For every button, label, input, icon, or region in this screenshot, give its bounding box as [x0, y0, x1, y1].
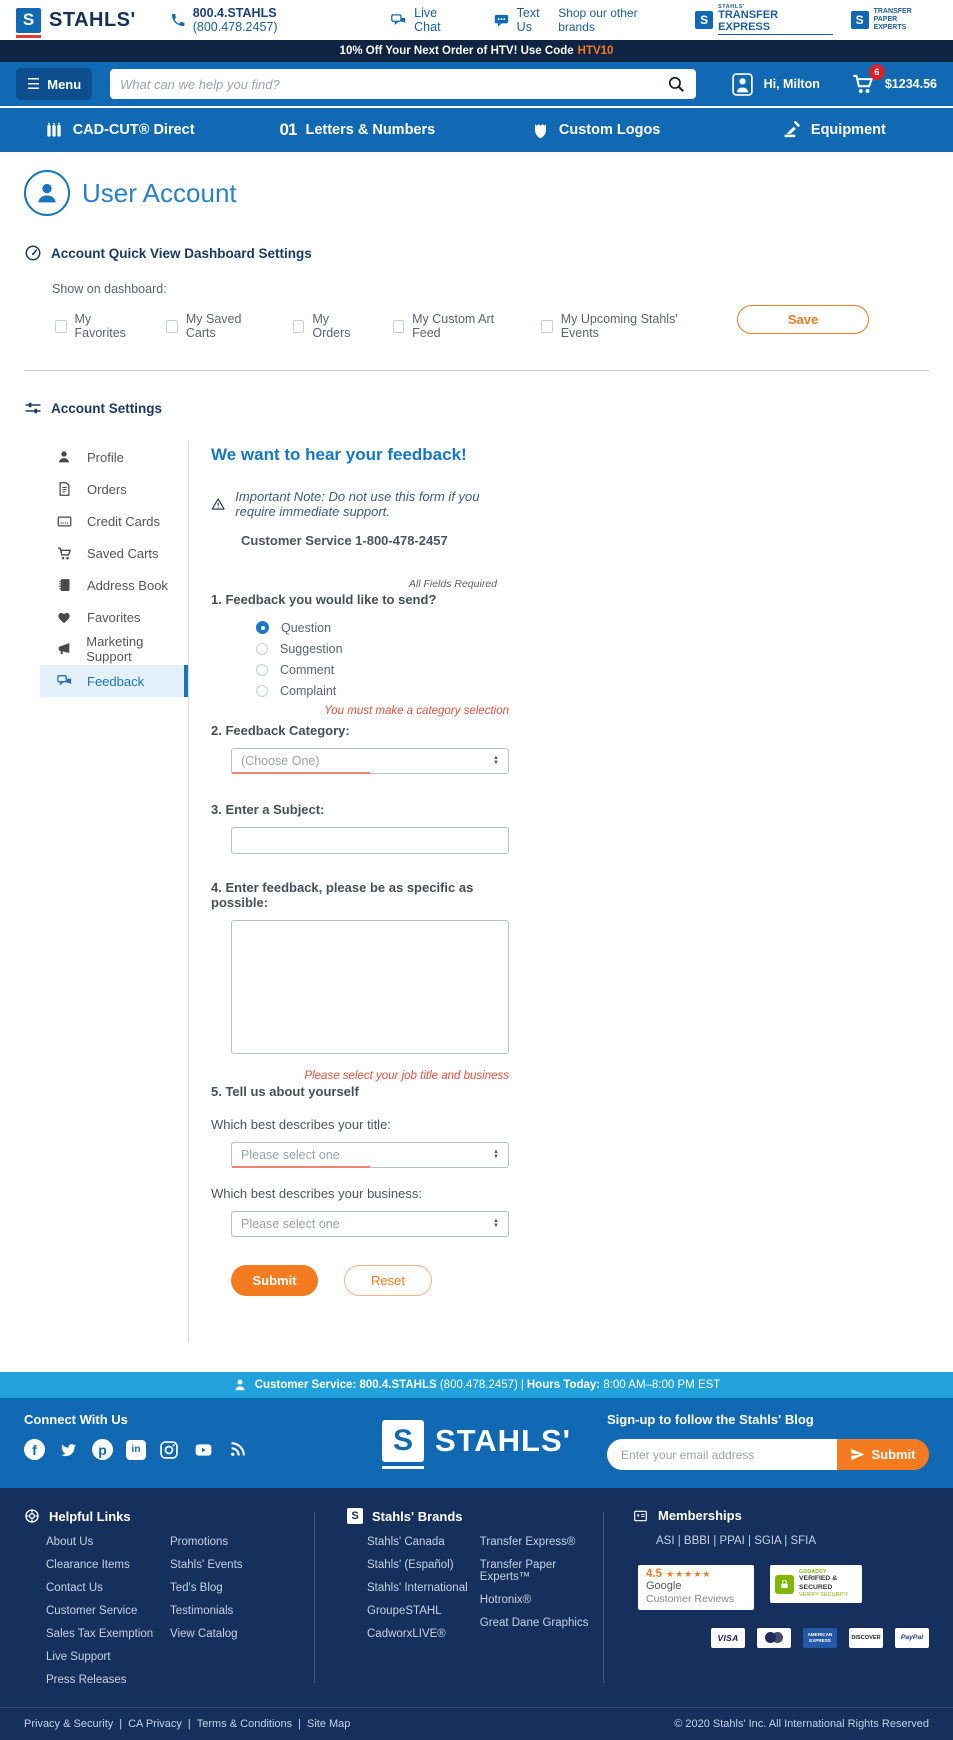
job-title-error-text: Please select your job title and business	[304, 1070, 509, 1082]
radio-icon[interactable]	[256, 664, 268, 676]
checkbox-my-favorites[interactable]: My Favorites	[55, 312, 136, 340]
google-reviews-badge[interactable]: 4.5 ★★★★★ Google Customer Reviews	[638, 1565, 754, 1610]
godaddy-verified-badge[interactable]: GODADDY VERIFIED & SECURED VERIFY SECURITY	[770, 1565, 862, 1603]
sliders-icon	[24, 399, 42, 417]
footer-link[interactable]: Testimonials	[170, 1605, 234, 1617]
service-phone-bold: 800.4.STAHLS	[359, 1379, 437, 1391]
promo-code: HTV10	[577, 45, 614, 57]
footer-link[interactable]: CadworxLIVE®	[367, 1628, 446, 1640]
q3-label: 3. Enter a Subject:	[211, 802, 325, 817]
transfer-express-logo[interactable]	[695, 5, 832, 36]
radio-suggestion[interactable]: Suggestion	[256, 638, 509, 659]
rss-icon[interactable]	[228, 1440, 247, 1459]
settings-columns	[24, 441, 929, 1342]
helpful-links-col2	[170, 1536, 243, 1697]
heart-icon	[55, 610, 73, 625]
orders-icon	[55, 481, 73, 497]
submit-button[interactable]: Submit	[231, 1265, 318, 1296]
checkbox-icon[interactable]	[166, 320, 178, 333]
radio-comment[interactable]: Comment	[256, 659, 509, 680]
connect-band	[0, 1398, 953, 1488]
nav-custom-logos-label: Custom Logos	[558, 122, 661, 138]
warning-icon	[211, 494, 225, 514]
signup-pill	[607, 1439, 929, 1470]
crest-icon	[531, 121, 550, 140]
credit-card-icon	[55, 514, 73, 529]
helpful-links-header: Helpful Links	[24, 1508, 314, 1524]
brand-name: STAHLS'	[49, 8, 136, 31]
checkbox-my-orders[interactable]: My Orders	[293, 312, 363, 340]
footer-link[interactable]: Stahls' Events	[170, 1559, 243, 1571]
cart-total: $1234.56	[884, 77, 937, 91]
twitter-icon[interactable]	[58, 1441, 79, 1459]
other-brands	[558, 5, 937, 36]
footer-link[interactable]: Contact Us	[46, 1582, 103, 1594]
discover-icon: DISCOVER	[849, 1628, 883, 1648]
gauge-icon	[24, 244, 42, 262]
stahls-logo[interactable]	[16, 8, 136, 33]
transfer-paper-s-icon: S	[851, 11, 869, 29]
sidebar-item-marketing-support[interactable]: Marketing Support	[40, 633, 188, 665]
section-divider	[24, 370, 929, 371]
show-on-dashboard-label: Show on dashboard:	[52, 282, 167, 296]
hours-label: Hours Today:	[526, 1379, 601, 1391]
helpful-links-group	[24, 1508, 314, 1697]
sidebar-item-favorites[interactable]: Favorites	[40, 601, 188, 633]
checkbox-my-upcoming-events[interactable]: My Upcoming Stahls' Events	[541, 312, 699, 340]
phone-link[interactable]	[170, 6, 364, 34]
text-us-label: Text Us	[516, 6, 540, 34]
important-note-text: Important Note: Do not use this form if you require immediate support.	[235, 489, 480, 519]
customer-service-bar: Customer Service: 800.4.STAHLS (800.478.2457) | Hours Today: 8:00 AM–8:00 PM EST	[0, 1372, 953, 1398]
footer-link[interactable]: Ted's Blog	[170, 1582, 223, 1594]
customer-service-line: Customer Service 1-800-478-2457	[241, 533, 448, 548]
feedback-category-select[interactable]	[231, 748, 509, 774]
checkbox-my-custom-art-feed[interactable]: My Custom Art Feed	[393, 312, 512, 340]
dashboard-settings-header	[24, 244, 929, 262]
footer-link[interactable]: Stahls' (Español)	[367, 1559, 454, 1571]
checkbox-icon[interactable]	[55, 320, 67, 333]
title-select-value: Please select one	[241, 1148, 340, 1162]
account-settings-header	[24, 399, 929, 417]
radio-selected-icon[interactable]	[256, 621, 269, 634]
menu-button[interactable]	[16, 68, 92, 100]
megaphone-icon	[55, 641, 72, 657]
footer-link[interactable]: Clearance Items	[46, 1559, 130, 1571]
sidebar-item-orders[interactable]: Orders	[40, 473, 188, 505]
menu-bar	[0, 62, 953, 106]
membership-card-icon	[632, 1509, 649, 1523]
radio-icon[interactable]	[256, 685, 268, 697]
sidebar-item-address-book[interactable]: Address Book	[40, 569, 188, 601]
email-input[interactable]	[607, 1439, 837, 1470]
reset-button[interactable]: Reset	[344, 1265, 432, 1296]
radio-question[interactable]: Question	[256, 617, 509, 638]
select-arrows-icon: ▲ ▼	[493, 1149, 499, 1160]
page-title: User Account	[82, 177, 237, 208]
footer	[0, 1372, 953, 1740]
form-heading: We want to hear your feedback!	[211, 445, 467, 464]
promo-text: 10% Off Your Next Order of HTV! Use Code	[339, 45, 574, 57]
account-settings-heading: Account Settings	[51, 400, 163, 416]
business-select-value: Please select one	[241, 1217, 340, 1231]
phone-number-bold: 800.4.STAHLS	[192, 6, 277, 20]
legal-bar	[0, 1707, 953, 1740]
shop-brands-label[interactable]: Shop our other brands	[558, 5, 638, 34]
feedback-form	[189, 441, 929, 1342]
main-content	[0, 152, 953, 1372]
q5-label: 5. Tell us about yourself	[211, 1084, 359, 1099]
feedback-type-radio-group	[256, 617, 509, 701]
dashboard-settings-section	[24, 244, 929, 340]
phone-number-paren: (800.478.2457)	[192, 20, 278, 34]
select-arrows-icon: ▲ ▼	[493, 1218, 499, 1229]
live-chat-label: Live Chat	[414, 6, 441, 34]
q2-label: 2. Feedback Category:	[211, 723, 350, 738]
vinyl-rolls-icon	[44, 120, 64, 140]
connect-heading: Connect With Us	[24, 1412, 128, 1427]
footer-link[interactable]: Hotronix®	[479, 1594, 532, 1606]
star-icons: ★★★★★	[666, 1569, 712, 1579]
search-icon[interactable]	[667, 75, 686, 94]
instagram-icon[interactable]	[159, 1440, 179, 1460]
radio-icon[interactable]	[256, 643, 268, 655]
memberships-header: Memberships	[632, 1508, 929, 1523]
sidebar-item-saved-carts[interactable]: Saved Carts	[40, 537, 188, 569]
checkbox-my-saved-carts[interactable]: My Saved Carts	[166, 312, 263, 340]
checkbox-icon[interactable]	[541, 320, 553, 333]
helpful-links-col1	[46, 1536, 170, 1697]
transfer-express-s-icon: S	[695, 11, 713, 29]
q4-label: 4. Enter feedback, please be as specific as possible:	[211, 880, 474, 910]
privacy-security-link[interactable]: Privacy & Security	[24, 1718, 114, 1730]
google-rating: 4.5	[646, 1568, 662, 1580]
paypal-icon: PayPal	[895, 1628, 929, 1648]
hours-value: 8:00 AM–8:00 PM EST	[603, 1379, 721, 1391]
account-settings-section	[24, 399, 929, 1342]
save-button[interactable]: Save	[737, 305, 869, 334]
heat-press-icon	[782, 120, 802, 140]
cart-count-badge: 6	[869, 64, 885, 80]
connect-with-us	[24, 1412, 247, 1460]
promo-bar	[0, 40, 953, 62]
user-account-icon	[24, 170, 70, 216]
paper-plane-icon	[850, 1447, 865, 1462]
nav-cad-cut-direct[interactable]	[0, 108, 238, 152]
visa-icon: VISA	[711, 1628, 745, 1648]
footer-link[interactable]: Transfer Paper Experts™	[479, 1559, 557, 1583]
signup-submit-button[interactable]: Submit	[837, 1439, 929, 1470]
nav-equipment-label: Equipment	[810, 122, 886, 138]
mastercard-icon	[757, 1628, 791, 1648]
footer-link[interactable]: Live Support	[46, 1651, 111, 1663]
footer-link[interactable]: Press Releases	[46, 1674, 127, 1686]
sidebar-item-feedback[interactable]: Feedback	[40, 665, 188, 697]
feedback-category-value: (Choose One)	[241, 754, 320, 768]
blog-signup	[607, 1412, 929, 1470]
all-fields-required-note: All Fields Required	[408, 578, 497, 590]
pinterest-icon[interactable]: p	[92, 1439, 113, 1460]
feedback-icon	[55, 673, 73, 689]
transfer-paper-line2: EXPERTS	[873, 24, 907, 32]
dashboard-options-row	[55, 312, 929, 340]
brands-col2	[480, 1536, 603, 1651]
footer-link[interactable]: View Catalog	[170, 1628, 238, 1640]
footer-logo-text: STAHLS'	[434, 1423, 572, 1458]
search-bar	[110, 69, 696, 99]
nav-letters-label: Letters & Numbers	[305, 122, 436, 138]
signup-heading: Sign-up to follow the Stahls' Blog	[607, 1412, 814, 1427]
sms-icon	[493, 12, 510, 29]
transfer-paper-line1: TRANSFER PAPER	[873, 7, 912, 23]
subject-input[interactable]	[231, 827, 509, 854]
checkbox-icon[interactable]	[393, 320, 405, 333]
form-buttons-row	[231, 1265, 509, 1296]
category-error-text: You must make a category selection	[324, 705, 509, 717]
saved-carts-icon	[55, 545, 73, 562]
title-select[interactable]	[231, 1142, 509, 1168]
business-select[interactable]	[231, 1211, 509, 1237]
footer-link[interactable]: Transfer Express®	[479, 1536, 576, 1548]
top-links	[170, 6, 558, 34]
transfer-paper-experts-logo[interactable]	[851, 8, 937, 32]
cart-button[interactable]	[850, 67, 937, 97]
phone-icon	[170, 12, 186, 28]
settings-sidebar	[24, 441, 189, 1342]
site-map-link[interactable]: | Site Map	[292, 1718, 350, 1730]
address-book-icon	[55, 577, 73, 593]
amex-icon: AMERICAN EXPRESS	[803, 1628, 837, 1648]
service-label: Customer Service:	[254, 1379, 357, 1391]
search-input[interactable]	[120, 77, 667, 92]
footer-link[interactable]: Stahls' International	[367, 1582, 468, 1594]
important-note-row	[211, 489, 509, 519]
dashboard-settings-heading: Account Quick View Dashboard Settings	[51, 245, 312, 261]
business-select-label: Which best describes your business:	[211, 1186, 422, 1201]
social-icons-row	[24, 1439, 247, 1460]
linkedin-icon[interactable]: in	[126, 1440, 146, 1460]
select-arrows-icon: ▲ ▼	[493, 755, 499, 766]
footer-link[interactable]: Promotions	[170, 1536, 229, 1548]
brands-header: S Stahls' Brands	[347, 1508, 603, 1524]
footer-link[interactable]: About Us	[46, 1536, 94, 1548]
page-title-row	[24, 152, 929, 216]
footer-link[interactable]: GroupeSTAHL	[367, 1605, 442, 1617]
transfer-express-name: TRANSFER EXPRESS	[718, 10, 833, 35]
nav-equipment[interactable]	[715, 108, 953, 152]
user-icon	[730, 72, 755, 97]
footer-links-band	[0, 1488, 953, 1707]
radio-complaint[interactable]: Complaint	[256, 680, 509, 701]
title-select-label: Which best describes your title:	[211, 1117, 391, 1132]
account-button[interactable]	[730, 72, 820, 97]
brands-group	[315, 1508, 603, 1697]
q1-label: 1. Feedback you would like to send?	[211, 592, 437, 607]
person-icon	[233, 1378, 247, 1392]
life-ring-icon	[24, 1508, 40, 1524]
payment-methods-row	[632, 1628, 929, 1648]
stahls-s-icon: S	[16, 8, 41, 33]
footer-s-icon: S	[382, 1420, 424, 1462]
s-badge-icon: S	[347, 1508, 363, 1524]
sidebar-item-profile[interactable]: Profile	[40, 441, 188, 473]
zero-one-icon: 01	[279, 120, 297, 139]
feedback-textarea[interactable]	[231, 920, 509, 1054]
greeting-label: Hi, Milton	[763, 77, 820, 91]
top-header	[0, 0, 953, 40]
chat-icon	[390, 12, 407, 29]
brands-col1	[367, 1536, 480, 1651]
live-chat-link[interactable]	[390, 6, 467, 34]
hamburger-icon: ☰	[26, 75, 41, 93]
facebook-icon[interactable]: f	[24, 1439, 45, 1460]
menu-label: Menu	[47, 76, 82, 92]
footer-link[interactable]: Great Dane Graphics	[479, 1617, 589, 1629]
ca-privacy-link[interactable]: | CA Privacy	[113, 1718, 182, 1730]
nav-cad-cut-label: CAD-CUT® Direct	[72, 122, 195, 138]
lock-icon	[775, 1575, 794, 1594]
memberships-list: ASI | BBBI | PPAI | SGIA | SFIA	[656, 1535, 817, 1547]
footer-link[interactable]: Customer Service	[46, 1605, 138, 1617]
nav-custom-logos[interactable]	[477, 108, 715, 152]
legal-links	[24, 1718, 350, 1730]
memberships-group	[604, 1508, 929, 1697]
nav-letters-numbers[interactable]	[238, 108, 476, 152]
service-phone-paren: (800.478.2457)	[439, 1379, 518, 1391]
profile-icon	[55, 449, 73, 465]
text-us-link[interactable]	[493, 6, 558, 34]
terms-conditions-link[interactable]: | Terms & Conditions	[182, 1718, 292, 1730]
footer-link[interactable]: Stahls' Canada	[367, 1536, 445, 1548]
sidebar-item-credit-cards[interactable]: Credit Cards	[40, 505, 188, 537]
copyright-text: © 2020 Stahls' Inc. All International Rights Reserved	[674, 1718, 929, 1730]
main-nav	[0, 106, 953, 152]
transfer-express-small: STAHLS'	[718, 3, 745, 10]
checkbox-icon[interactable]	[293, 320, 304, 333]
youtube-icon[interactable]	[192, 1441, 215, 1459]
footer-link[interactable]: Sales Tax Exemption	[46, 1628, 154, 1640]
badges-row	[638, 1565, 929, 1610]
